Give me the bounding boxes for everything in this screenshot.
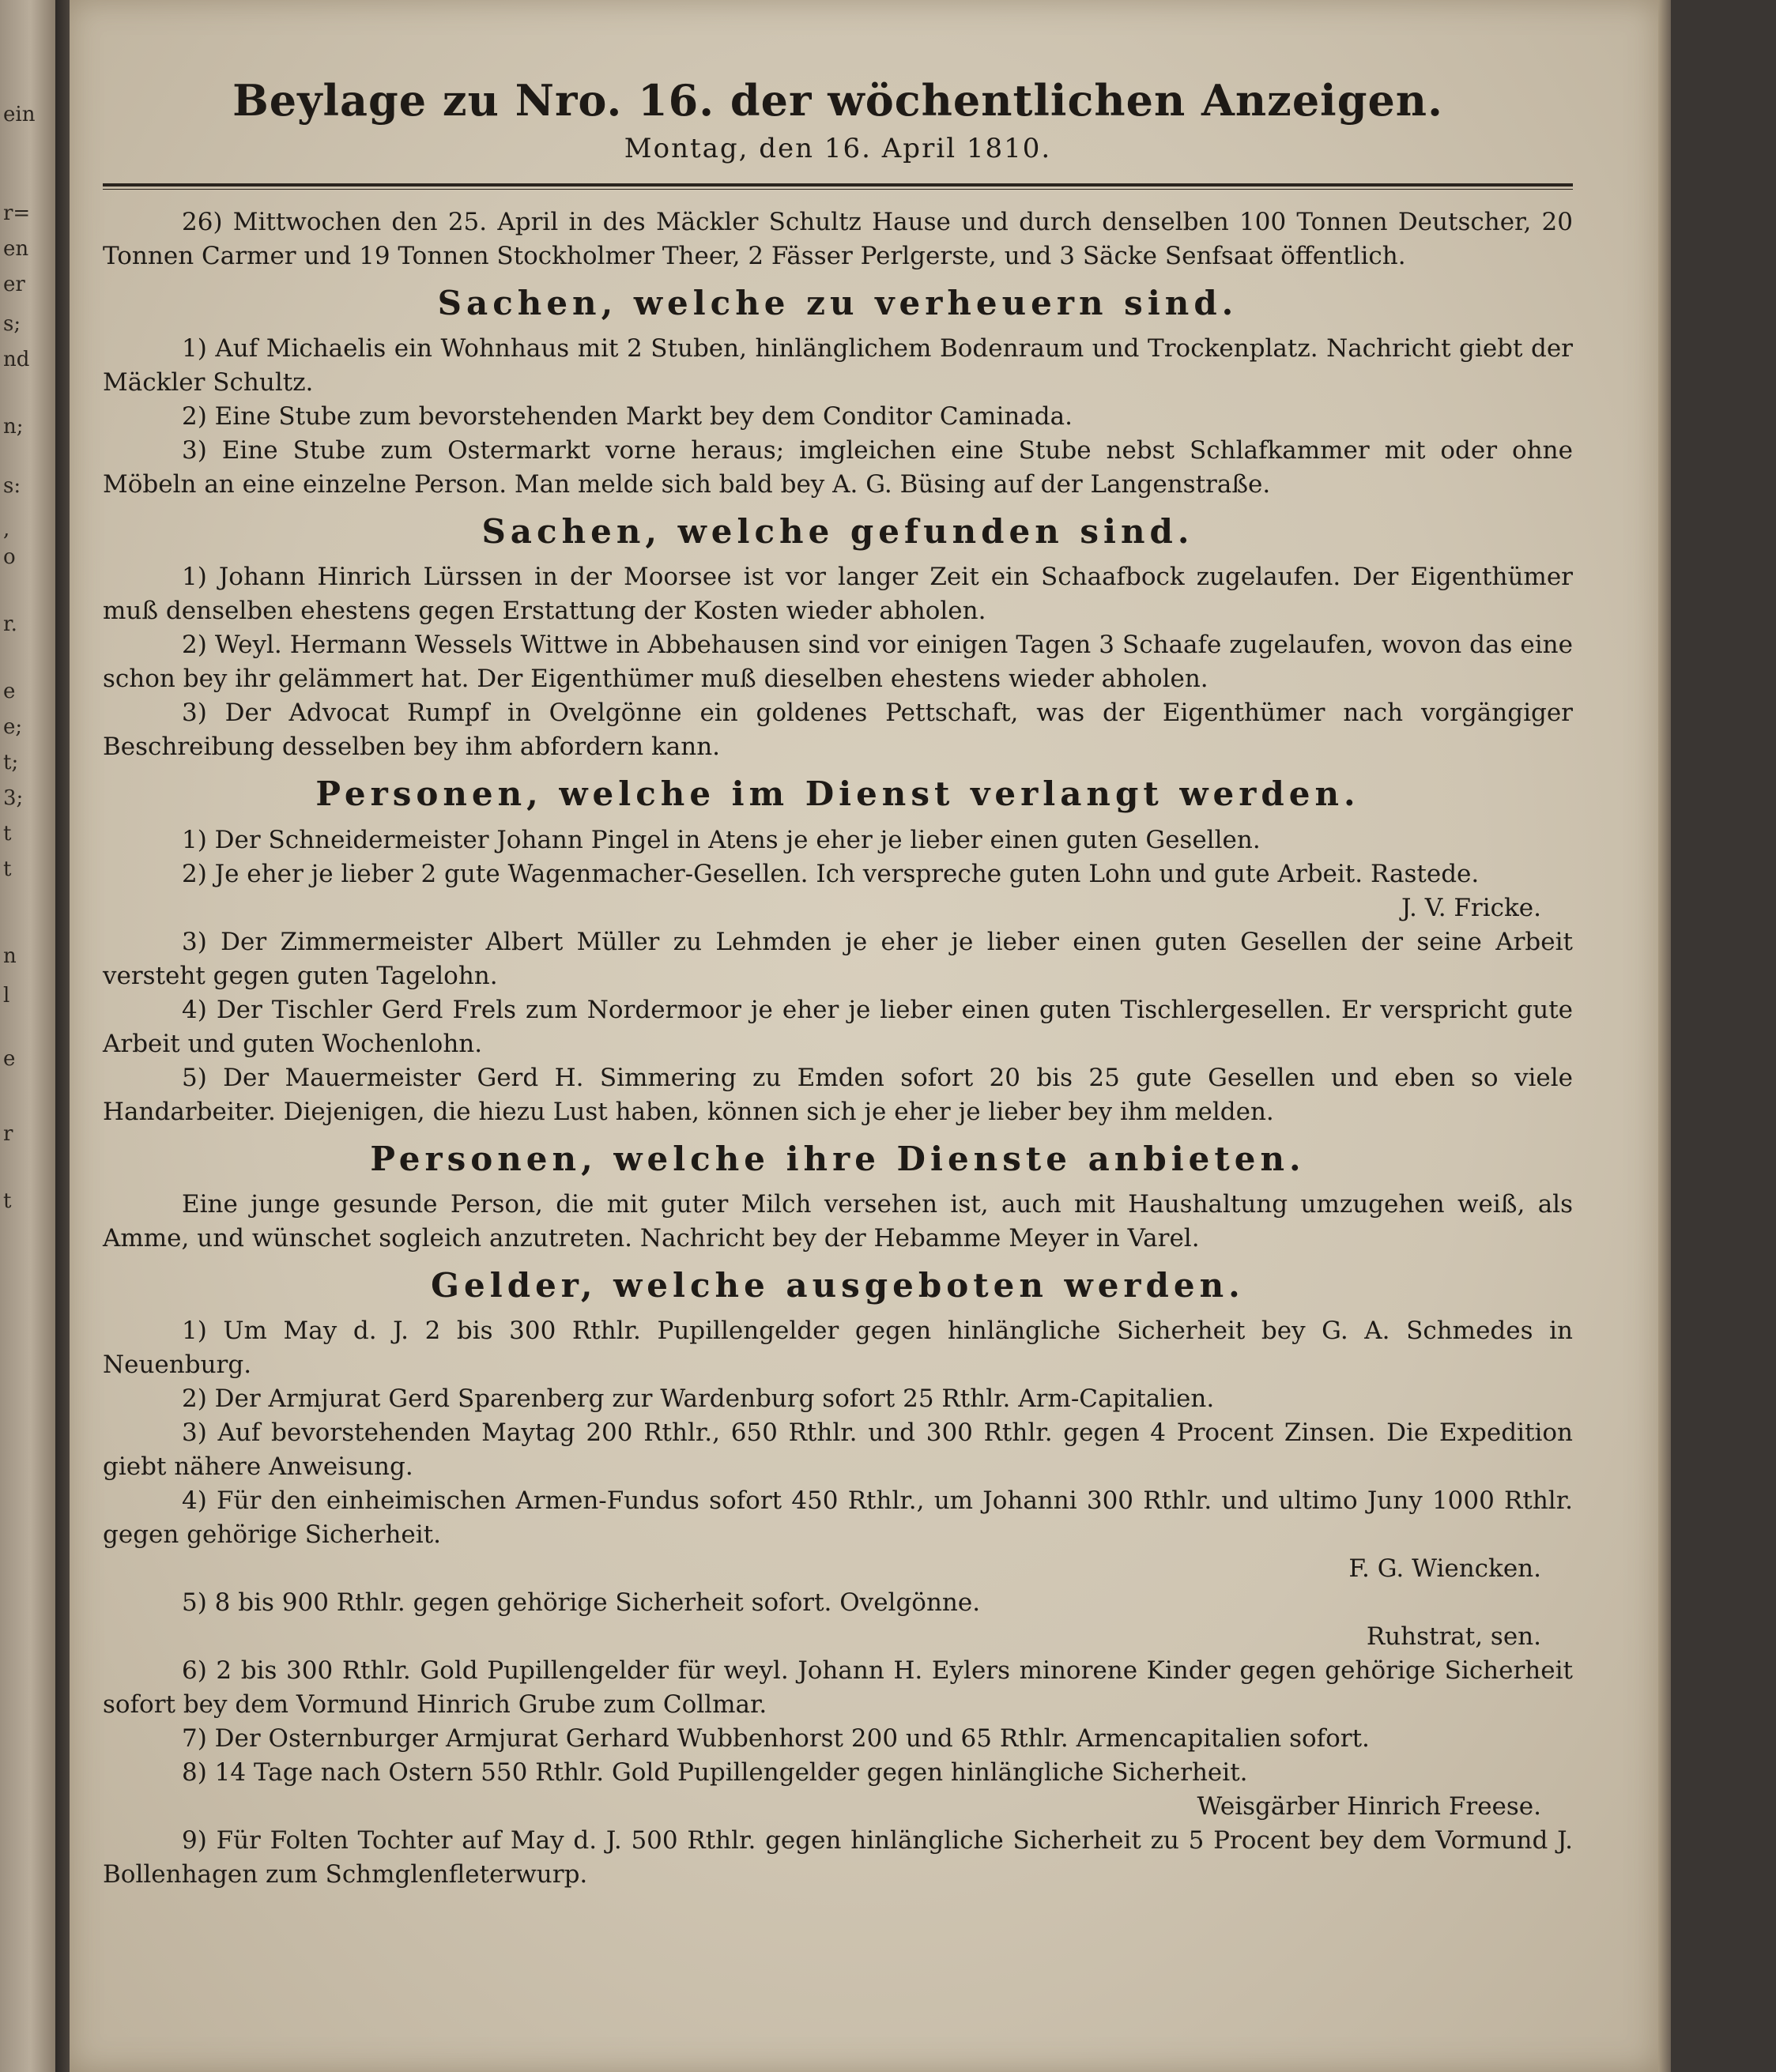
notice-entry: 2) Weyl. Hermann Wessels Wittwe in Abbehausen sind vor einigen Tagen 3 Schaafe zugelaufen, wovon das eine schon bey ihr gelämmert hat. Der Eigenthümer muß dieselben ehestens wieder abholen. [103, 631, 1573, 694]
fragment: t [3, 857, 12, 881]
fragment: t [3, 822, 12, 846]
notice-entry: 5) 8 bis 900 Rthlr. gegen gehörige Sicherheit sofort. Ovelgönne. [182, 1588, 981, 1618]
section-heading-offer: Personen, welche ihre Dienste anbieten. [370, 1139, 1306, 1178]
fragment: s: [3, 474, 21, 498]
fragment: s; [3, 312, 21, 336]
notice-entry: 3) Der Zimmermeister Albert Müller zu Lehmden je eher je lieber einen guten Gesellen der seine Arbeit versteht gegen guten Tagelohn. [103, 927, 1573, 990]
header-rule [103, 183, 1573, 190]
notice-entry: 8) 14 Tage nach Ostern 550 Rthlr. Gold Pupillengelder gegen hinlängliche Sicherheit. [182, 1758, 1248, 1788]
section-heading-wanted: Personen, welche im Dienst verlangt werden. [315, 774, 1360, 814]
fragment: e [3, 680, 16, 703]
notice-entry: 3) Auf bevorstehenden Maytag 200 Rthlr., 650 Rthlr. und 300 Rthlr. gegen 4 Procent Zinsen. Die Expedition giebt nähere Anweisung. [103, 1418, 1573, 1482]
previous-page-edge [0, 0, 55, 2072]
notice-entry: 5) Der Mauermeister Gerd H. Simmering zu Emden sofort 20 bis 25 gute Gesellen und eben so viele Handarbeiter. Diejenigen, die hiezu Lust haben, können sich je eher je lieber bey ihm melden. [103, 1063, 1573, 1126]
fragment: t [3, 1189, 12, 1213]
notice-entry: 3) Der Advocat Rumpf in Ovelgönne ein goldenes Pettschaft, was der Eigenthümer nach vorgängiger Beschreibung desselben bey ihm abfordern kann. [103, 699, 1573, 762]
fragment: r= [3, 202, 31, 225]
section-heading-found: Sachen, welche gefunden sind. [481, 512, 1194, 552]
notice-entry: 6) 2 bis 300 Rthlr. Gold Pupillengelder für weyl. Johann H. Eylers minorene Kinder gegen gehörige Sicherheit sofort bey dem Vormund Hinrich Grube zum Collmar. [103, 1656, 1573, 1720]
notice-entry: 1) Johann Hinrich Lürssen in der Moorsee ist vor langer Zeit ein Schaafbock zugelaufen. Der Eigenthümer muß denselben ehestens gegen Erstattung der Kosten wieder abholen. [103, 563, 1573, 626]
notice-entry: 2) Je eher je lieber 2 gute Wagenmacher-Gesellen. Ich verspreche guten Lohn und gute Arbeit. Rastede. [182, 859, 1480, 888]
notice-entry: 3) Eine Stube zum Ostermarkt vorne heraus; imgleichen eine Stube nebst Schlafkammer mit oder ohne Möbeln an eine einzelne Person. Man melde sich bald bey A. G. Büsing auf der Langenstraße. [103, 436, 1573, 499]
page-edge [1658, 0, 1671, 2072]
signature: J. V. Fricke. [1401, 893, 1541, 922]
page-content [103, 75, 1573, 1892]
fragment: nd [3, 348, 30, 371]
notice-entry: 4) Für den einheimischen Armen-Fundus sofort 450 Rthlr., um Johanni 300 Rthlr. und ultimo Juny 1000 Rthlr. gegen gehörige Sicherheit. [103, 1486, 1573, 1550]
dateline: Montag, den 16. April 1810. [624, 132, 1052, 164]
fragment: er [3, 273, 25, 296]
signature: Weisgärber Hinrich Freese. [1197, 1792, 1541, 1821]
section-heading-rent: Sachen, welche zu verheuern sind. [437, 283, 1239, 322]
fragment: r [3, 1122, 13, 1146]
signature: Ruhstrat, sen. [1366, 1622, 1541, 1652]
notice-entry: 2) Der Armjurat Gerd Sparenberg zur Wardenburg sofort 25 Rthlr. Arm-Capitalien. [182, 1384, 1215, 1414]
fragment: o [3, 545, 16, 569]
binding-gutter [55, 0, 71, 2072]
fragment: r. [3, 612, 17, 636]
fragment: e [3, 1047, 16, 1071]
notice-entry: 9) Für Folten Tochter auf May d. J. 500 Rthlr. gegen hinlängliche Sicherheit zu 5 Procent bey dem Vormund J. Bollenhagen zum Schmglenfleterwurp. [103, 1826, 1573, 1889]
fragment: t; [3, 751, 19, 774]
notice-entry: 4) Der Tischler Gerd Frels zum Nordermoor je eher je lieber einen guten Tischlergesellen. Er verspricht gute Arbeit und guten Wochenlohn. [103, 995, 1573, 1058]
fragment: n; [3, 415, 24, 439]
fragment: 3; [3, 786, 24, 810]
notice-entry: 1) Der Schneidermeister Johann Pingel in Atens je eher je lieber einen guten Gesellen. [182, 825, 1261, 854]
notice-entry: 7) Der Osternburger Armjurat Gerhard Wubbenhorst 200 und 65 Rthlr. Armencapitalien sofort. [182, 1724, 1370, 1754]
section-heading-money: Gelder, welche ausgeboten werden. [431, 1265, 1245, 1305]
fragment: l [3, 984, 10, 1008]
notice-entry: 1) Auf Michaelis ein Wohnhaus mit 2 Stuben, hinlänglichem Bodenraum und Trockenplatz. Nachricht giebt der Mäckler Schultz. [103, 334, 1573, 397]
notice-entry: Eine junge gesunde Person, die mit guter Milch versehen ist, auch mit Haushaltung umzugehen weiß, als Amme, und wünschet sogleich anzutreten. Nachricht bey der Hebamme Meyer in Varel. [103, 1189, 1573, 1253]
notice-entry: 2) Eine Stube zum bevorstehenden Markt bey dem Conditor Caminada. [182, 402, 1073, 431]
masthead: Beylage zu Nro. 16. der wöchentlichen Anzeigen. [232, 75, 1443, 126]
fragment: , [3, 518, 10, 541]
notice-entry: 1) Um May d. J. 2 bis 300 Rthlr. Pupillengelder gegen hinlängliche Sicherheit bey G. A. Schmedes in Neuenburg. [103, 1317, 1573, 1380]
fragment: en [3, 237, 29, 261]
fragment: e; [3, 715, 23, 739]
fragment: n [3, 944, 17, 968]
signature: F. G. Wiencken. [1348, 1554, 1541, 1584]
fragment: ein [3, 103, 36, 126]
notice-entry: 26) Mittwochen den 25. April in des Mäckler Schultz Hause und durch denselben 100 Tonnen Deutscher, 20 Tonnen Carmer und 19 Tonnen Stockholmer Theer, 2 Fässer Perlgerste, und 3 Säcke Senfsaat öffentlich. [103, 207, 1573, 270]
